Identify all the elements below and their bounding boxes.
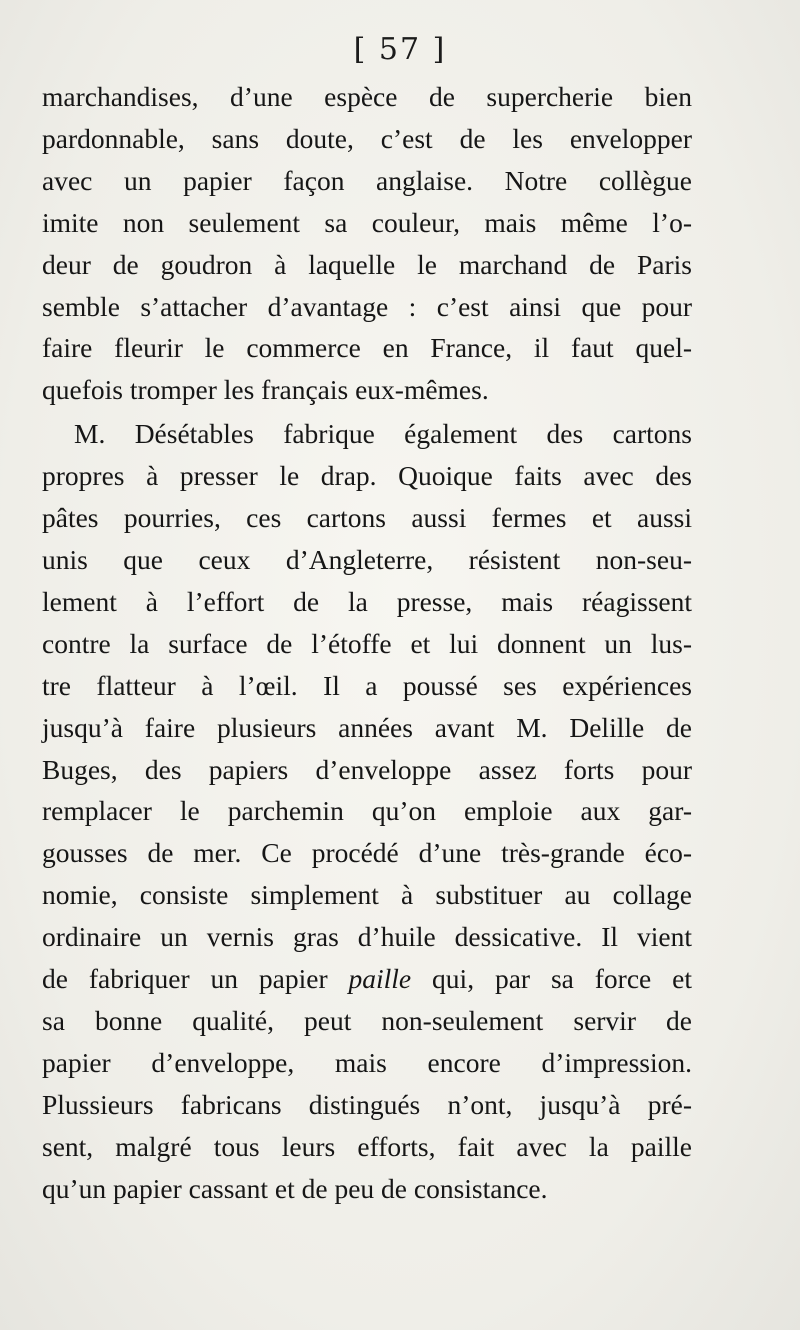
text-line: qu’un papier cassant et de peu de consistance. [42, 1172, 548, 1204]
text-line: Buges, des papiers d’enveloppe assez forts pour [42, 753, 692, 785]
text-line: pardonnable, sans doute, c’est de les envelopper [42, 122, 692, 154]
text-line: M. Désétables fabrique également des cartons [74, 418, 692, 450]
text-line: sent, malgré tous leurs efforts, fait avec la paille [42, 1130, 692, 1162]
text-line: faire fleurir le commerce en France, il faut quel- [42, 332, 692, 364]
text-line: marchandises, d’une espèce de supercherie bien [42, 81, 692, 112]
text-line: propres à presser le drap. Quoique faits avec des [42, 460, 692, 492]
body-text [42, 76, 692, 1209]
text-segment: de fabriquer un papier [42, 963, 349, 995]
text-line: gousses de mer. Ce procédé d’une très-grande éco- [42, 837, 692, 869]
text-line: jusqu’à faire plusieurs années avant M. Delille de [42, 711, 692, 743]
text-segment: qui, par sa force et [411, 963, 692, 995]
text-line: imite non seulement sa couleur, mais même l’o- [42, 206, 692, 238]
text-line: unis que ceux d’Angleterre, résistent non-seu- [42, 543, 692, 575]
text-line: quefois tromper les français eux-mêmes. [42, 374, 489, 406]
text-line: semble s’attacher d’avantage : c’est ainsi que pour [42, 290, 692, 322]
text-line: ordinaire un vernis gras d’huile dessicative. Il vient [42, 921, 692, 953]
text-line: contre la surface de l’étoffe et lui donnent un lus- [42, 627, 692, 659]
text-line: nomie, consiste simplement à substituer au collage [42, 879, 692, 911]
text-line: pâtes pourries, ces cartons aussi fermes et aussi [42, 502, 692, 534]
page-number: [ 57 ] [353, 32, 447, 67]
text-line: sa bonne qualité, peut non-seulement servir de [42, 1004, 692, 1036]
text-line: papier d’enveloppe, mais encore d’impression. [42, 1046, 692, 1078]
text-line: tre flatteur à l’œil. Il a poussé ses expériences [42, 669, 692, 701]
text-line: deur de goudron à laquelle le marchand de Paris [42, 248, 692, 280]
text-line: lement à l’effort de la presse, mais réagissent [42, 585, 692, 617]
text-line: avec un papier façon anglaise. Notre collègue [42, 164, 692, 196]
text-line: Plussieurs fabricans distingués n’ont, jusqu’à pré- [42, 1088, 692, 1120]
paragraph-2 [42, 413, 692, 1209]
italic-word: paille [348, 963, 412, 995]
text-line: remplacer le parchemin qu’on emploie aux gar- [42, 795, 692, 827]
paragraph-1 [42, 76, 692, 411]
text-line-paille [42, 958, 692, 1000]
